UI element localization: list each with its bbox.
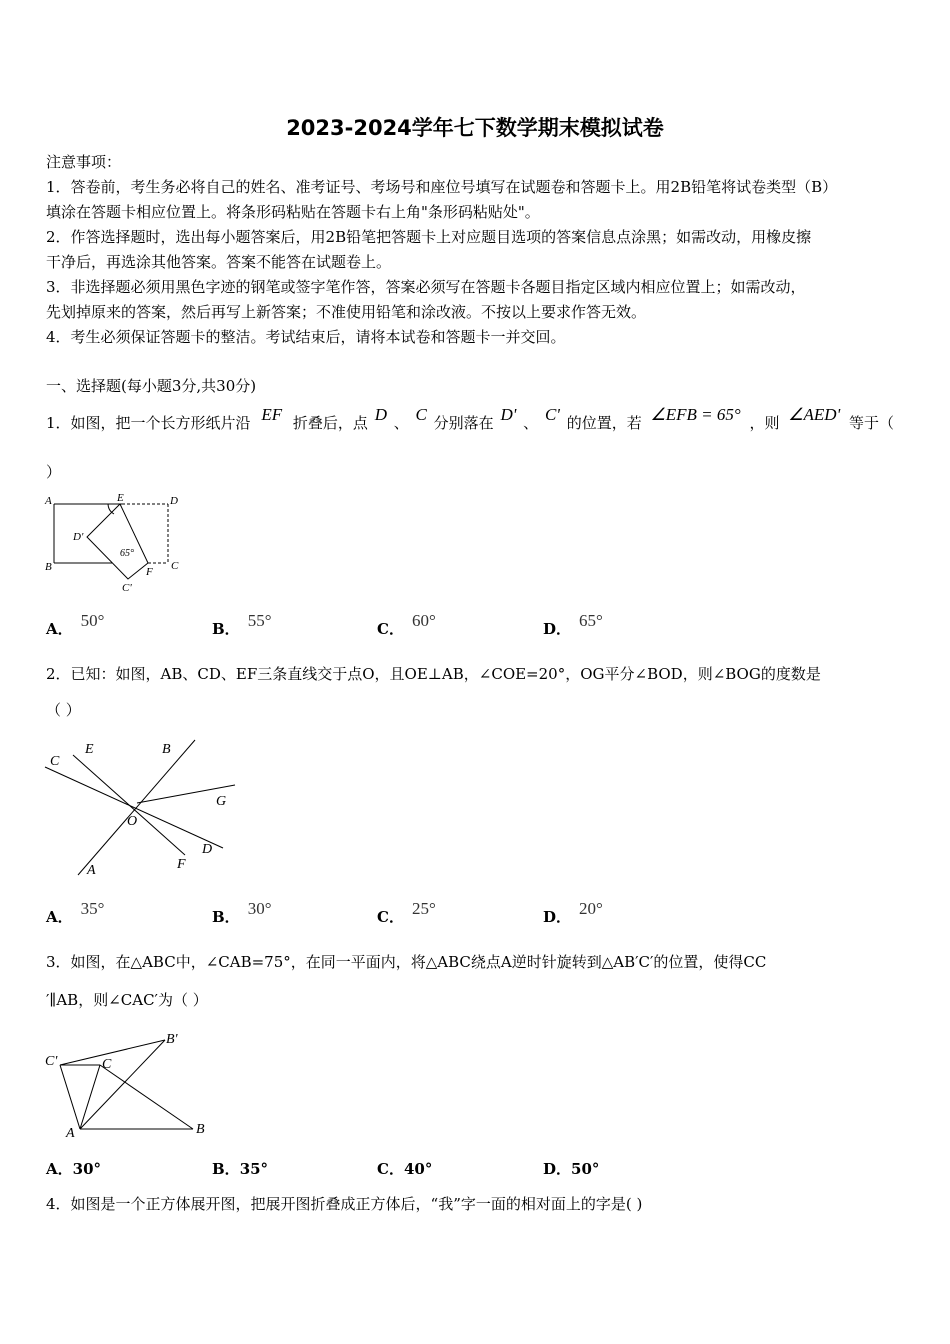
- notice-line: 2．作答选择题时，选出每小题答案后，用2B铅笔把答题卡上对应题目选项的答案信息点涂黑；如需改动，用橡皮擦: [46, 228, 812, 246]
- label-g: G: [216, 794, 227, 809]
- label-o: O: [127, 814, 138, 829]
- label-c: C: [171, 560, 179, 572]
- label-b-prime: B': [166, 1032, 178, 1047]
- label-e: E: [85, 742, 94, 757]
- label-d: D: [202, 842, 213, 857]
- q1-text: 、: [393, 414, 409, 432]
- label-b: B: [196, 1122, 205, 1137]
- q1-math-angle-efb: ∠EFB = 65°: [650, 405, 741, 424]
- q1-text: 等于（: [848, 414, 894, 432]
- q2-figure: [40, 735, 250, 885]
- q1-option-c[interactable]: C． 60°: [377, 611, 436, 638]
- notice-heading: 注意事项：: [46, 153, 122, 171]
- label-d-prime: D': [73, 531, 84, 543]
- label-a: A: [66, 1126, 75, 1141]
- label-a: A: [45, 495, 52, 507]
- question-3-text: 3．如图，在△ABC中，∠CAB=75°，在同一平面内，将△ABC绕点A逆时针旋转到△AB′C′的位置，使得CC: [46, 953, 767, 971]
- section-heading: 一、选择题(每小题3分,共30分): [46, 377, 257, 395]
- label-c: C: [50, 754, 60, 769]
- q3-option-a[interactable]: A．30°: [46, 1160, 102, 1178]
- q1-math-d: D: [374, 405, 387, 424]
- q1-figure: [40, 490, 190, 600]
- notice-line: 先划掉原来的答案，然后再写上新答案；不准使用铅笔和涂改液。不按以上要求作答无效。: [46, 303, 647, 321]
- q3-figure: [40, 1025, 220, 1145]
- notice-line: 3．非选择题必须用黑色字迹的钢笔或签字笔作答，答案必须写在答题卡各题目指定区域内相应位置上；如需改动，: [46, 278, 806, 296]
- label-e: E: [117, 492, 124, 504]
- q1-option-d[interactable]: D． 65°: [543, 611, 603, 638]
- q1-math-dp: D': [500, 405, 517, 424]
- label-c-prime: C': [45, 1054, 58, 1069]
- label-f: F: [177, 857, 186, 872]
- notice-line: 1．答卷前，考生务必将自己的姓名、准考证号、考场号和座位号填写在试题卷和答题卡上。用2B铅笔将试卷类型（B）: [46, 178, 838, 196]
- question-3-text-cont: ′∥AB，则∠CAC′为（ ）: [46, 991, 208, 1009]
- q2-option-b[interactable]: B． 30°: [212, 899, 272, 926]
- q2-option-d[interactable]: D． 20°: [543, 899, 603, 926]
- q1-math-angle-aed: ∠AED': [788, 405, 841, 424]
- q2-option-c[interactable]: C． 25°: [377, 899, 436, 926]
- q1-text: 、: [523, 414, 539, 432]
- q1-option-a[interactable]: A． 50°: [46, 611, 105, 638]
- question-2-paren: （ ）: [46, 701, 81, 719]
- label-d: D: [170, 495, 178, 507]
- q3-option-d[interactable]: D．50°: [543, 1160, 600, 1178]
- notice-line: 干净后，再选涂其他答案。答案不能答在试题卷上。: [46, 253, 392, 271]
- q1-close-paren: ）: [46, 463, 62, 481]
- label-b: B: [162, 742, 171, 757]
- label-c-prime: C': [122, 582, 132, 594]
- q1-text: ，则: [749, 414, 780, 432]
- question-2-text: 2．已知：如图，AB、CD、EF三条直线交于点O，且OE⊥AB，∠COE=20°，OG平分∠BOD，则∠BOG的度数是: [46, 665, 821, 683]
- q1-text: 1．如图，把一个长方形纸片沿: [46, 414, 251, 432]
- q3-option-b[interactable]: B．35°: [212, 1160, 269, 1178]
- q2-option-a[interactable]: A． 35°: [46, 899, 105, 926]
- q1-text: 的位置，若: [566, 414, 642, 432]
- notice-line: 4．考生必须保证答题卡的整洁。考试结束后，请将本试卷和答题卡一并交回。: [46, 328, 566, 346]
- q1-math-cp: C': [544, 405, 560, 424]
- q1-text: 折叠后，点: [292, 414, 368, 432]
- q1-option-b[interactable]: B． 55°: [212, 611, 272, 638]
- notice-line: 填涂在答题卡相应位置上。将条形码粘贴在答题卡右上角"条形码粘贴处"。: [46, 203, 540, 221]
- label-f: F: [146, 566, 153, 578]
- question-1-text: [46, 405, 894, 436]
- question-4-text: 4．如图是一个正方体展开图，把展开图折叠成正方体后，“我”字一面的相对面上的字是( ): [46, 1195, 643, 1213]
- angle-65: 65°: [120, 548, 134, 559]
- q3-option-c[interactable]: C．40°: [377, 1160, 433, 1178]
- q1-math-c: C: [415, 405, 427, 424]
- label-b: B: [45, 561, 52, 573]
- q1-text: 分别落在: [433, 414, 494, 432]
- label-a: A: [87, 863, 96, 878]
- page-title: 2023-2024学年七下数学期末模拟试卷: [286, 116, 664, 140]
- q1-math-ef: EF: [261, 405, 283, 424]
- label-c: C: [102, 1057, 112, 1072]
